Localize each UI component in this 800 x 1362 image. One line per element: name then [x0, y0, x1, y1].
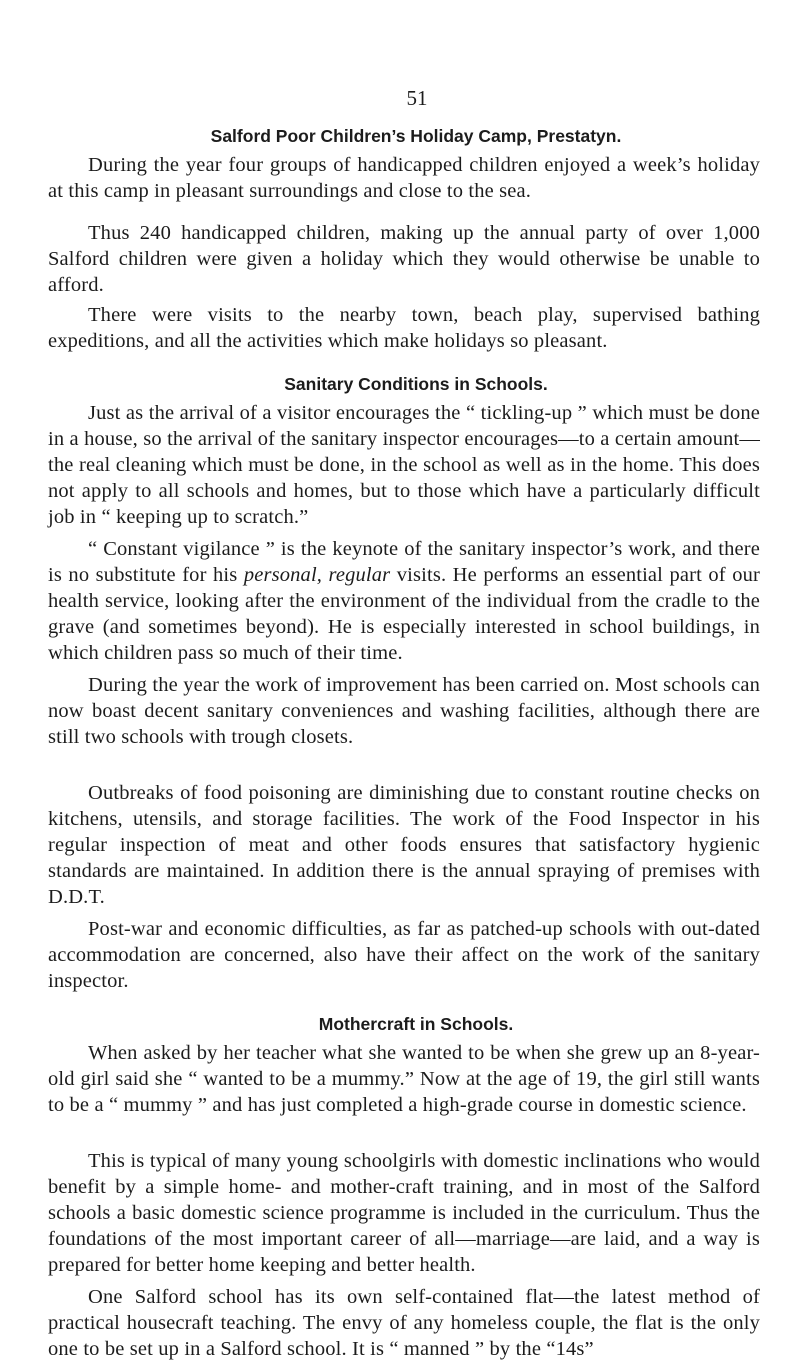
section-heading-holiday-camp: Salford Poor Children’s Holiday Camp, Prestatyn. — [210, 126, 622, 146]
paragraph: Just as the arrival of a visitor encourages the “ tickling-up ” which must be done in a house, so the arrival of the sanitary inspector encourages—to a certain amount—the real cleaning which must be done, in the school as well as in the home. This does not apply to all schools and homes, but to those which have a particularly difficult job in “ keeping up to scratch.” — [48, 402, 760, 528]
emphasized-text: personal, regular — [243, 564, 391, 586]
paragraph: Thus 240 handicapped children, making up the annual party of over 1,000 Salford children were given a holiday which they would otherwise be unable to afford. — [48, 222, 760, 296]
section-heading-sanitary-conditions: Sanitary Conditions in Schools. — [284, 374, 548, 394]
paragraph: There were visits to the nearby town, beach play, supervised bathing expeditions, and all the activities which make holidays so pleasant. — [48, 304, 760, 352]
paragraph: This is typical of many young schoolgirls with domestic inclinations who would benefit by a simple home- and mother-craft training, and in most of the Salford schools a basic domestic science programme is included in the curriculum. Thus the foundations of the most important career of all—marriage—are laid, and a way is prepared for better home keeping and better health. — [48, 1150, 760, 1276]
paragraph: Outbreaks of food poisoning are diminishing due to constant routine checks on kitchens, utensils, and storage facilities. The work of the Food Inspector in his regular inspection of meat and other foods ensures that satisfactory hygienic standards are maintained. In addition there is the annual spraying of premises with D.D.T. — [48, 782, 760, 908]
paragraph: Post-war and economic difficulties, as far as patched-up schools with out-dated accommodation are concerned, also have their affect on the work of the sanitary inspector. — [48, 918, 760, 992]
section-heading-mothercraft: Mothercraft in Schools. — [318, 1014, 514, 1034]
paragraph-text: visits. He performs an essential part of our health service, looking after the environment of the individual from the cradle to the grave (and sometimes beyond). He is especially interested in school buildings, in which children pass so much of their time. — [48, 564, 760, 664]
paragraph: During the year four groups of handicapped children enjoyed a week’s holiday at this camp in pleasant surroundings and close to the sea. — [48, 154, 760, 202]
page-number: 51 — [406, 86, 428, 110]
paragraph-text: “ Constant vigilance ” is the keynote of the sanitary inspector’s work, and there is no substitute for his — [48, 538, 760, 586]
paragraph: When asked by her teacher what she wanted to be when she grew up an 8-year-old girl said she “ wanted to be a mummy.” Now at the age of 19, the girl still wants to be a “ mummy ” and has just completed a high-grade course in domestic science. — [48, 1042, 760, 1116]
paragraph: One Salford school has its own self-contained flat—the latest method of practical housecraft teaching. The envy of any homeless couple, the flat is the only one to be set up in a Salford school. It is “ manned ” by the “14s” — [48, 1286, 760, 1360]
paragraph-vigilance — [48, 536, 760, 666]
paragraph: During the year the work of improvement has been carried on. Most schools can now boast decent sanitary conveniences and washing facilities, although there are still two schools with trough closets. — [48, 674, 760, 748]
